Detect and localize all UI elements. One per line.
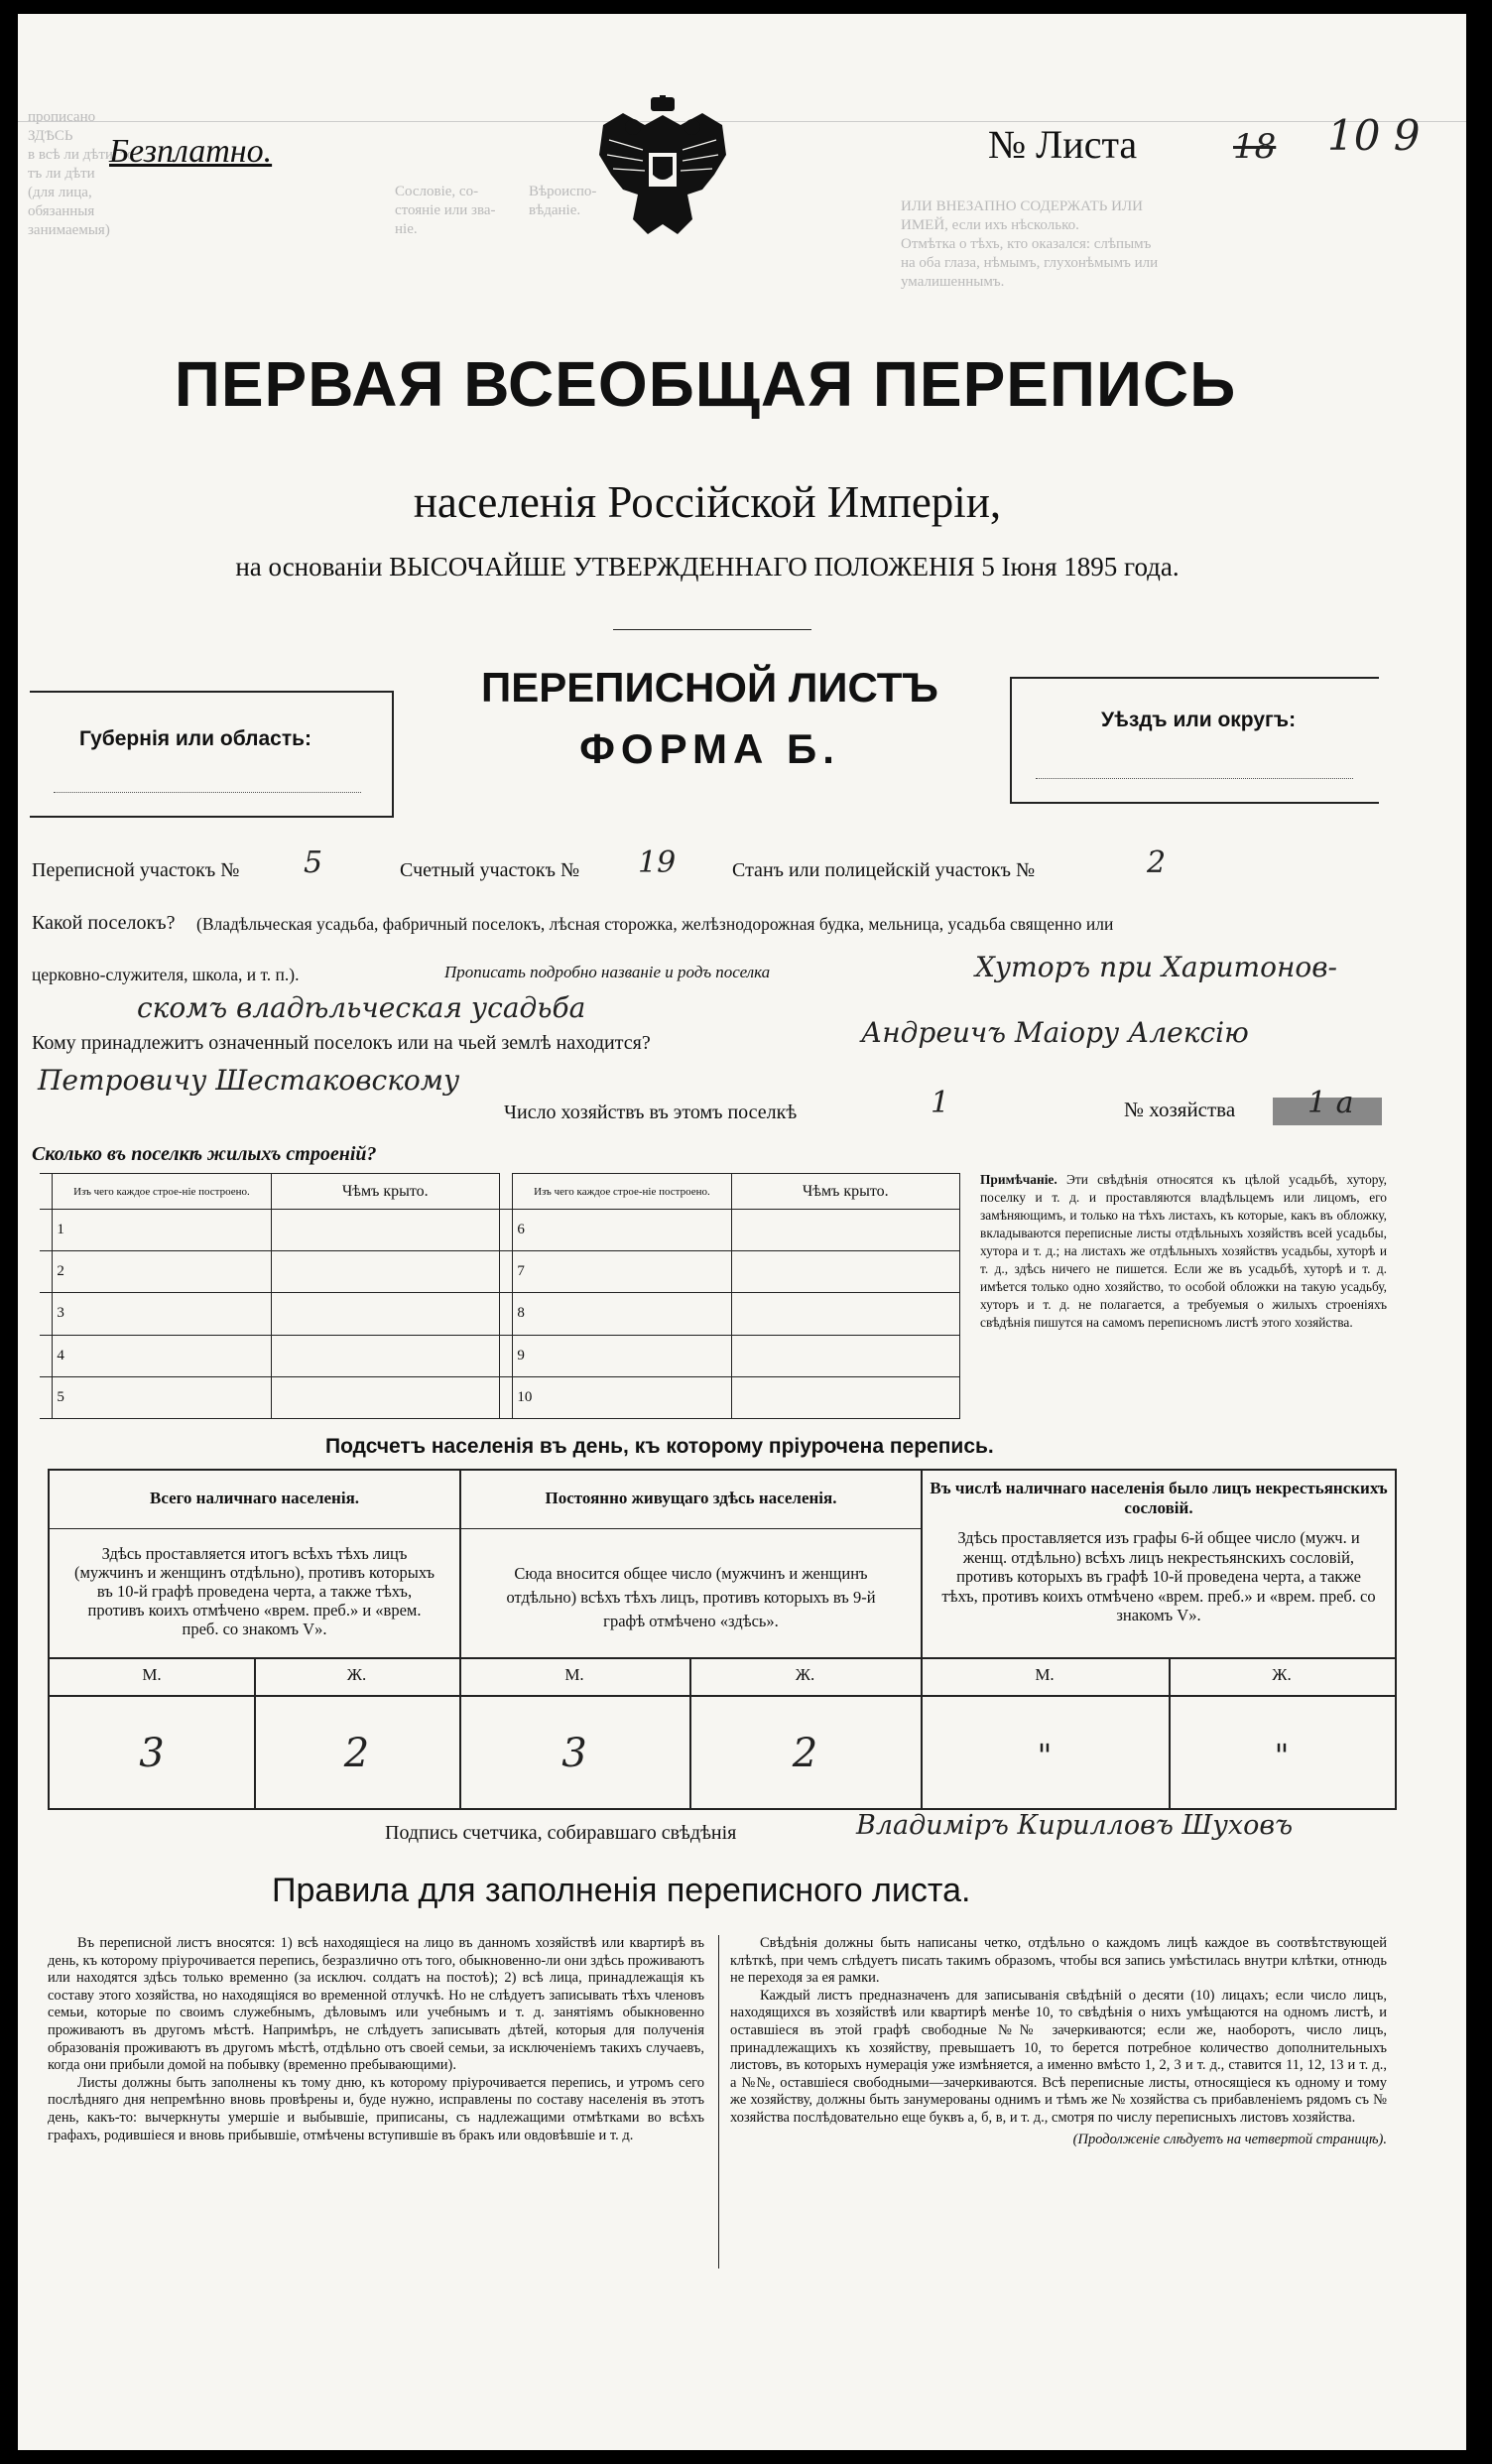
note-text: Эти свѣдѣнія относятся къ цѣлой усадьбѣ, хутору, поселку и т. д. и проставляются владѣльцемъ или лицомъ, его замѣняющимъ, и только на тѣхъ листахъ, къ которые, какъ въ обложку, вкладываются переписные листы отдѣльныхъ хозяйствъ всей усадьбы, хутора и т. д.; на листахъ же отдѣльныхъ хозяйствъ усадьбы, хуторѣ и т. д., здѣсь ничего не пишется. Если же въ усадьбѣ, хуторѣ и т. д. имѣется только одно хозяйство, то особой обложки на такую усадьбу, хуторъ и т. д. не полагается, а требуемыя о жилыхъ строеніяхъ свѣдѣнія пишутся на самомъ переписномъ листѣ этого хозяйства. [980, 1172, 1388, 1330]
note-block [980, 1171, 1387, 1332]
building-row-9: 9 [513, 1335, 731, 1376]
rules-continued: (Продолженіе слѣдуетъ на четвертой страницѣ). [1072, 2131, 1387, 2147]
form-name: ФОРМА Б. [579, 725, 840, 772]
settlement-hint-3: Прописать подробно названіе и родъ поселка [444, 963, 771, 981]
note-title: Примѣчаніе. [980, 1172, 1057, 1187]
rules-left-p2: Листы должны быть заполнены къ тому дню, къ которому пріурочивается перепись, и утромъ сего послѣдняго дня непремѣнно вновь провѣрены и, буде нужно, исправлены по составу населенія въ этотъ день, какъ-то: вычеркнуты умершіе и выбывшіе, приписаны, съ надлежащими отмѣтками во всѣхъ графахъ, родившіеся и вновь прибывшіе, отмѣчены вступившіе въ бракъ или овдовѣвшіе и т. д. [48, 2074, 704, 2143]
bleed-rule [18, 121, 1466, 122]
bleed-right: ИЛИ ВНЕЗАПНО СОДЕРЖАТЬ ИЛИ ИМЕЙ, если ихъ нѣсколько. Отмѣтка о тѣхъ, кто оказался: слѣпымъ на оба глаза, нѣмымъ, глухонѣмымъ или умалишеннымъ. [901, 198, 1159, 290]
census-form-page [18, 14, 1466, 2450]
rules-title: Правила для заполненія переписного листа. [272, 1872, 971, 1909]
building-row-8: 8 [513, 1293, 731, 1335]
gubernia-box [30, 691, 394, 818]
rules-right-p2: Каждый листъ предназначенъ для записыванія свѣдѣній о десяти (10) лицахъ; если число лицъ, находящихся въ хозяйствѣ или квартирѣ менѣе 10, то свѣдѣнія о нихъ умѣщаются на одномъ листѣ, и оставшіеся въ этой графѣ свободные №№ зачеркиваются; если же, наоборотъ, число лицъ, принадлежащихъ къ хозяйству, превышаетъ 10, то берется потребное количество дополнительныхъ листовъ, въ которыхъ нумерація уже измѣняется, а именно вмѣсто 1, 2, 3 и т. д., ставится 11, 12, 13 и т. д., а №№, оставшіеся свободными—зачеркиваются. Всѣ переписные листы, относящіеся къ одному и тому же хозяйству, должны быть занумерованы однимъ и тѣмъ же № хозяйства съ прибавленіемъ рядомъ съ № хозяйства послѣдовательно еще буквъ а, б, в, и т. д., смотря по числу переписныхъ листовъ хозяйства. [730, 1987, 1387, 2126]
subtitle: населенія Россійской Имперіи, [413, 477, 1002, 527]
basis-line: на основаніи ВЫСОЧАЙШЕ УТВЕРЖДЕННАГО ПОЛОЖЕНІЯ 5 Іюня 1895 года. [235, 552, 1180, 582]
buildings-col-roof-2: Чѣмъ крыто. [731, 1174, 959, 1210]
rules-right-p1: Свѣдѣнія должны быть написаны четко, отдѣльно о каждомъ лицѣ каждое въ соотвѣтствующей клѣткѣ, при чемъ слѣдуетъ писать такимъ образомъ, чтобы вся запись умѣстилась внутри клѣтки, отнюдь не переходя за ея рамки. [730, 1935, 1387, 1987]
rules-right [730, 1935, 1387, 2148]
divider [613, 629, 811, 630]
stan-label: Станъ или полицейскій участокъ № [732, 859, 1036, 881]
households-value: 1 [931, 1086, 950, 1120]
bleed-left-3: Вѣроиспо- вѣданіе. [529, 184, 597, 218]
settlement-value: Хуторъ при Харитонов- [975, 951, 1338, 983]
bleed-left: прописано ЗДѢСЬ в всѣ ли дѣти, то тъ ли дѣти (для лица, обязанныя занимаемыя) [28, 109, 135, 238]
owner-value: Андреичъ Маіору Алексію [861, 1016, 1249, 1049]
sheet-number-crossed: 18 [1233, 127, 1277, 167]
total-male-value: 3 [139, 1731, 165, 1776]
household-no-value: 1 а [1307, 1086, 1354, 1120]
nonpeasant-female-value: " [1274, 1737, 1290, 1774]
signature-value: Владиміръ Кирилловъ Шуховъ [856, 1810, 1294, 1841]
buildings-table [40, 1173, 960, 1419]
total-female-label: Ж. [346, 1665, 367, 1684]
counting-district-value: 19 [638, 845, 677, 880]
col-resident-title: Постоянно живущаго здѣсь населенія. [545, 1489, 837, 1507]
buildings-col-roof: Чѣмъ крыто. [271, 1174, 499, 1210]
owner-label: Кому принадлежитъ означенный поселокъ или на чьей землѣ находится? [32, 1032, 651, 1054]
resident-female-label: Ж. [795, 1665, 815, 1684]
building-row-6: 6 [513, 1210, 731, 1251]
nonpeasant-male-value: " [1037, 1737, 1053, 1774]
rules-left-p1: Въ переписной листъ вносятся: 1) всѣ находящіеся на лицо въ данномъ хозяйствѣ или квартирѣ въ день, къ которому пріурочивается перепись, безразлично отъ того, обыкновенно-ли они здѣсь проживаютъ или находятся здѣсь только временно (за исключ. солдатъ на постоѣ); 2) всѣ лица, принадлежащія къ составу этого хозяйства, но находящіяся во временной отлучкѣ. Но не слѣдуетъ записывать тѣхъ членовъ семьи, которые по своимъ служебнымъ, дѣловымъ или учебнымъ и т. д. занятіямъ обыкновенно проживаютъ въ другомъ мѣстѣ. Напримѣръ, не слѣдуетъ записывать дѣтей, которыя для полученія образованія проживаютъ въ другомъ мѣстѣ, отдѣльно отъ своей семьи, за исключеніемъ такихъ случаевъ, когда они прибыли домой на побывку (временно пребывающими). [48, 1935, 704, 2074]
uezd-box [1010, 677, 1379, 804]
main-title: ПЕРВАЯ ВСЕОБЩАЯ ПЕРЕПИСЬ [174, 348, 1237, 420]
resident-male-label: М. [564, 1665, 584, 1684]
gubernia-label: Губернія или область: [79, 727, 312, 750]
imperial-eagle-emblem [593, 95, 732, 244]
rules-divider [718, 1935, 719, 2269]
sheet-title: ПЕРЕПИСНОЙ ЛИСТЪ [481, 664, 938, 711]
buildings-label: Сколько въ поселкѣ жилыхъ строеній? [32, 1143, 377, 1165]
counting-district-label: Счетный участокъ № [400, 859, 580, 881]
census-district-label: Переписной участокъ № [32, 859, 240, 881]
population-heading: Подсчетъ населенія въ день, къ которому пріурочена перепись. [325, 1435, 994, 1458]
settlement-hint-2: церковно-служителя, школа, и т. п.). [32, 965, 300, 984]
settlement-value-2: скомъ владѣльческая усадьба [137, 991, 586, 1024]
col-nonpeasant-title: Въ числѣ наличнаго населенія было лицъ некрестьянскихъ сословій. [930, 1479, 1388, 1517]
building-row-10: 10 [513, 1376, 731, 1418]
household-no-label: № хозяйства [1124, 1098, 1236, 1121]
nonpeasant-female-label: Ж. [1272, 1665, 1292, 1684]
total-female-value: 2 [343, 1731, 370, 1776]
free-label: Безплатно. [109, 133, 273, 170]
population-table [48, 1469, 1397, 1810]
sheet-title-block [395, 664, 1025, 773]
building-row-2: 2 [53, 1251, 271, 1293]
owner-value-2: Петровичу Шестаковскому [38, 1064, 460, 1097]
col-total-text: Здѣсь проставляется итогъ всѣхъ тѣхъ лицъ (мужчинъ и женщинъ отдѣльно), противъ которыхъ въ 10-й графѣ проведена черта, а также тѣхъ, противъ коихъ отмѣчено «врем. преб.» и «врем. преб. со знакомъ V». [74, 1544, 435, 1638]
building-row-1: 1 [53, 1210, 271, 1251]
buildings-col-material: Изъ чего каждое строе-ніе построено. [53, 1174, 271, 1210]
total-male-label: М. [142, 1665, 162, 1684]
resident-male-value: 3 [561, 1731, 587, 1776]
building-row-3: 3 [53, 1293, 271, 1335]
resident-female-value: 2 [792, 1731, 818, 1776]
building-row-4: 4 [53, 1335, 271, 1376]
bleed-left-2: Сословіе, со- стояніе или зва- ніе. [395, 184, 496, 237]
col-nonpeasant-text: Здѣсь проставляется изъ графы 6-й общее число (мужч. и женщ. отдѣльно) всѣхъ лицъ некрестьянскихъ сословій, противъ которыхъ въ графѣ 10-й проведена черта, а также тѣхъ, противъ коихъ отмѣчено «врем. преб.» и «врем. преб. со знакомъ V». [941, 1528, 1376, 1624]
settlement-label: Какой поселокъ? [32, 912, 176, 934]
settlement-hint: (Владѣльческая усадьба, фабричный поселокъ, лѣсная сторожка, желѣзнодорожная будка, мельница, усадьба священно или [196, 914, 1114, 934]
nonpeasant-male-label: М. [1035, 1665, 1055, 1684]
sheet-number-label: № Листа [988, 122, 1138, 167]
uezd-label: Уѣздъ или округъ: [1101, 709, 1297, 731]
census-district-value: 5 [304, 845, 323, 880]
buildings-col-material-2: Изъ чего каждое строе-ніе построено. [513, 1174, 731, 1210]
sheet-number-handwritten: 10 9 [1327, 111, 1421, 160]
rules-left [48, 1935, 704, 2144]
households-label: Число хозяйствъ въ этомъ поселкѣ [504, 1102, 798, 1123]
building-row-7: 7 [513, 1251, 731, 1293]
col-total-title: Всего наличнаго населенія. [149, 1489, 360, 1507]
uezd-field [1036, 778, 1353, 779]
col-resident-text: Сюда вносится общее число (мужчинъ и женщинъ отдѣльно) всѣхъ тѣхъ лицъ, противъ которыхъ въ 9-й графѣ отмѣчено «здѣсь». [506, 1564, 876, 1630]
stan-value: 2 [1147, 845, 1167, 880]
gubernia-field [54, 792, 361, 793]
building-row-5: 5 [53, 1376, 271, 1418]
signature-label: Подпись счетчика, собиравшаго свѣдѣнія [385, 1822, 737, 1844]
